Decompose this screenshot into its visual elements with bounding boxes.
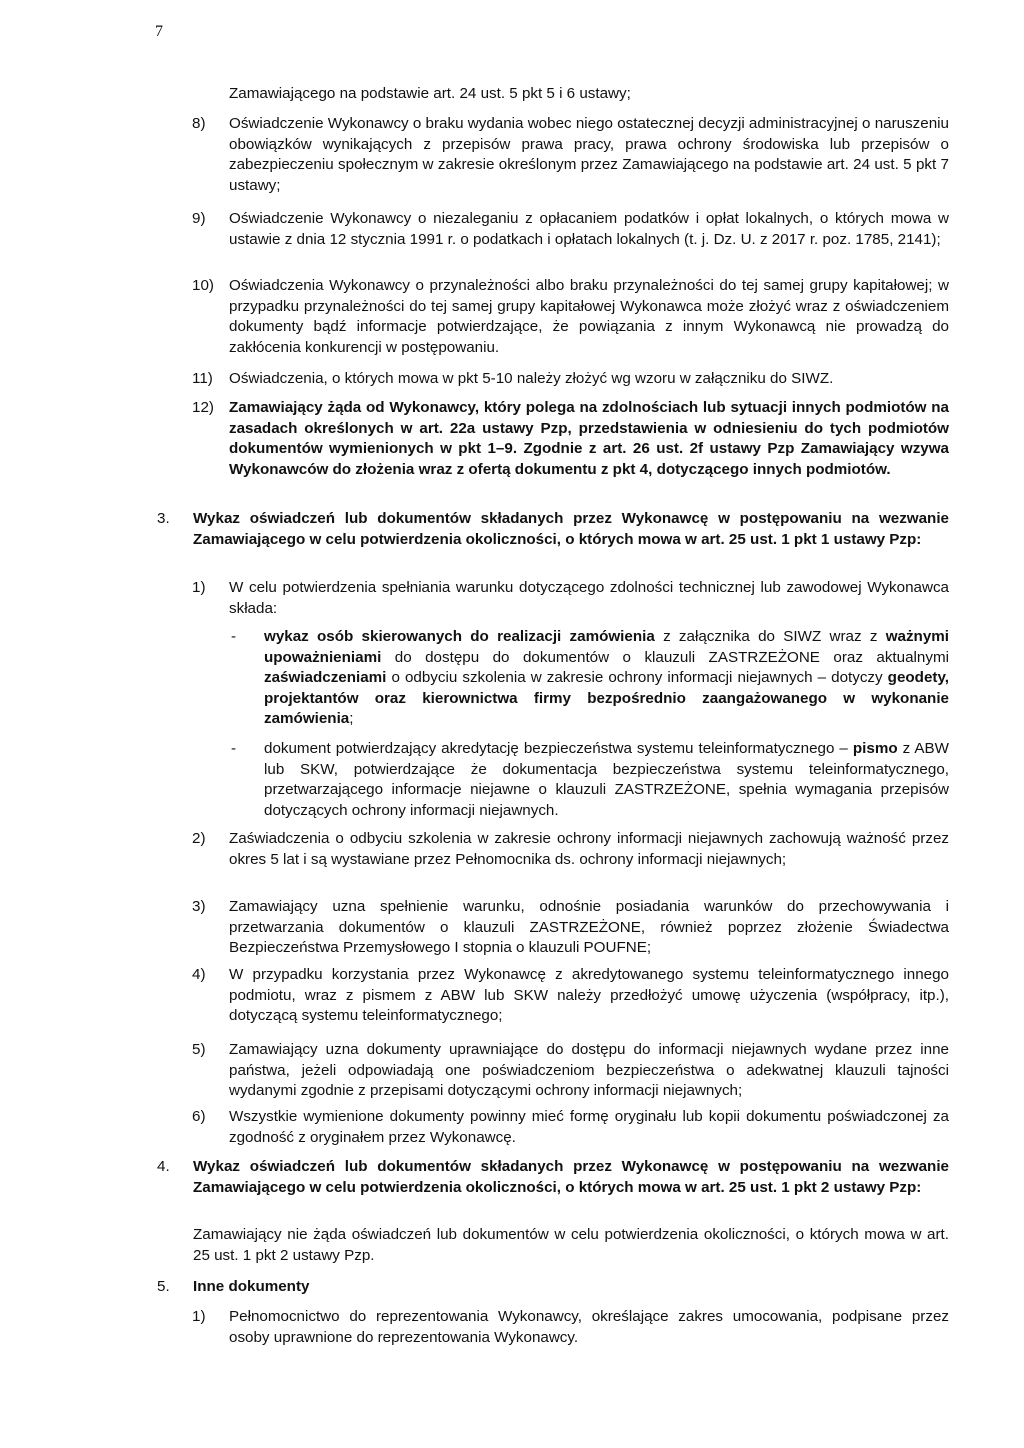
section-5-item-1-number: 1) bbox=[192, 1308, 206, 1325]
dash-item-staff-list: wykaz osób skierowanych do realizacji zamówienia z załącznika do SIWZ wraz z ważnymi upoważnieniami do dostępu do dokumentów o klauzuli ZASTRZEŻONE oraz aktualnymi zaświadczeniami o odbyciu szkolenia w zakresie ochrony informacji niejawnych – dotyczy geodety, projektantów oraz kierownictwa firmy bezpośrednio zaangażowanego w wykonanie zamówienia; bbox=[264, 628, 950, 728]
item-12-number: 12) bbox=[192, 399, 214, 416]
section-3-item-3-text: Zamawiający uzna spełnienie warunku, odnośnie posiadania warunków do przechowywania i przetwarzania dokumentów o klauzuli ZASTRZEŻONE, również poprzez złożenie Świadectwa Bezpieczeństwa Przemysłowego I stopnia o klauzuli POUFNE; bbox=[229, 898, 949, 957]
section-4-title: Wykaz oświadczeń lub dokumentów składanych przez Wykonawcę w postępowaniu na wezwanie Zamawiającego w celu potwierdzenia okoliczności, o których mowa w art. 25 ust. 1 pkt 2 ustawy Pzp: bbox=[193, 1158, 949, 1196]
section-3-number: 3. bbox=[157, 510, 170, 527]
paragraph-continuation: Zamawiającego na podstawie art. 24 ust. 5 pkt 5 i 6 ustawy; bbox=[229, 85, 631, 102]
item-10-number: 10) bbox=[192, 277, 214, 294]
section-5-item-1-text: Pełnomocnictwo do reprezentowania Wykonawcy, określające zakres umocowania, podpisane przez osoby uprawnione do reprezentowania Wykonawcy. bbox=[229, 1308, 949, 1346]
dash-bullet: - bbox=[231, 740, 237, 757]
dash-bullet: - bbox=[231, 628, 237, 645]
section-4-body: Zamawiający nie żąda oświadczeń lub dokumentów w celu potwierdzenia okoliczności, o których mowa w art. 25 ust. 1 pkt 2 ustawy Pzp. bbox=[193, 1226, 949, 1264]
section-3-item-1-number: 1) bbox=[192, 579, 206, 596]
item-9-number: 9) bbox=[192, 210, 206, 227]
section-3-item-1-text: W celu potwierdzenia spełniania warunku dotyczącego zdolności technicznej lub zawodowej Wykonawca składa: bbox=[229, 579, 949, 617]
section-3-title: Wykaz oświadczeń lub dokumentów składanych przez Wykonawcę w postępowaniu na wezwanie Zamawiającego w celu potwierdzenia okoliczności, o których mowa w art. 25 ust. 1 pkt 1 ustawy Pzp: bbox=[193, 510, 949, 548]
item-10-text: Oświadczenia Wykonawcy o przynależności albo braku przynależności do tej samej grupy kapitałowej; w przypadku przynależności do tej samej grupy kapitałowej Wykonawca może złożyć wraz z oświadczeniem dokumenty bądź informacje potwierdzające, że powiązania z innym Wykonawcą nie prowadzą do zakłócenia konkurencji w postępowaniu. bbox=[229, 277, 949, 356]
item-11-number: 11) bbox=[192, 370, 213, 387]
section-3-item-5-number: 5) bbox=[192, 1041, 206, 1058]
section-3-item-6-number: 6) bbox=[192, 1108, 206, 1125]
section-3-item-3-number: 3) bbox=[192, 898, 206, 915]
section-3-item-4-number: 4) bbox=[192, 966, 206, 983]
section-3-item-6-text: Wszystkie wymienione dokumenty powinny mieć formę oryginału lub kopii dokumentu poświadczonej za zgodność z oryginałem przez Wykonawcę. bbox=[229, 1108, 949, 1146]
section-4-number: 4. bbox=[157, 1158, 170, 1175]
page-number: 7 bbox=[155, 23, 163, 40]
item-8-number: 8) bbox=[192, 115, 206, 132]
section-3-item-2-number: 2) bbox=[192, 830, 206, 847]
section-3-item-5-text: Zamawiający uzna dokumenty uprawniające do dostępu do informacji niejawnych wydane przez inne państwa, jeżeli odpowiadają one poświadczeniom bezpieczeństwa o adekwatnej klauzuli tajności wydanymi zgodnie z przepisami dotyczącymi ochrony informacji niejawnych; bbox=[229, 1041, 949, 1100]
section-3-item-2-text: Zaświadczenia o odbyciu szkolenia w zakresie ochrony informacji niejawnych zachowują ważność przez okres 5 lat i są wystawiane przez Pełnomocnika ds. ochrony informacji niejawnych; bbox=[229, 830, 949, 868]
section-3-item-4-text: W przypadku korzystania przez Wykonawcę z akredytowanego systemu teleinformatycznego innego podmiotu, wraz z pismem z ABW lub SKW należy przedłożyć umowę użyczenia (współpracy, itp.), dotyczącą systemu teleinformatycznego; bbox=[229, 966, 949, 1025]
item-8-text: Oświadczenie Wykonawcy o braku wydania wobec niego ostatecznej decyzji administracyjnej o naruszeniu obowiązków wynikających z przepisów prawa pracy, prawa ochrony środowiska lub przepisów o zabezpieczeniu społecznym w zakresie określonym przez Zamawiającego na podstawie art. 24 ust. 5 pkt 7 ustawy; bbox=[229, 115, 949, 194]
item-12-text: Zamawiający żąda od Wykonawcy, który polega na zdolnościach lub sytuacji innych podmiotów na zasadach określonych w art. 22a ustawy Pzp, przedstawienia w odniesieniu do tych podmiotów dokumentów wymienionych w pkt 1–9. Zgodnie z art. 26 ust. 2f ustawy Pzp Zamawiający wzywa Wykonawców do złożenia wraz z ofertą dokumentu z pkt 4, dotyczącego innych podmiotów. bbox=[229, 399, 949, 478]
item-11-text: Oświadczenia, o których mowa w pkt 5-10 należy złożyć wg wzoru w załączniku do SIWZ. bbox=[229, 370, 834, 387]
section-5-number: 5. bbox=[157, 1278, 170, 1295]
item-9-text: Oświadczenie Wykonawcy o niezaleganiu z opłacaniem podatków i opłat lokalnych, o których mowa w ustawie z dnia 12 stycznia 1991 r. o podatkach i opłatach lokalnych (t. j. Dz. U. z 2017 r. poz. 1785, 2141); bbox=[229, 210, 949, 248]
dash-item-accreditation: dokument potwierdzający akredytację bezpieczeństwa systemu teleinformatycznego – pismo z ABW lub SKW, potwierdzające że dokumentacja bezpieczeństwa systemu teleinformatycznego, przetwarzającego informacje niejawne o klauzuli ZASTRZEŻONE, spełnia wymagania przepisów dotyczących ochrony informacji niejawnych. bbox=[264, 740, 950, 819]
section-5-title: Inne dokumenty bbox=[193, 1278, 310, 1295]
